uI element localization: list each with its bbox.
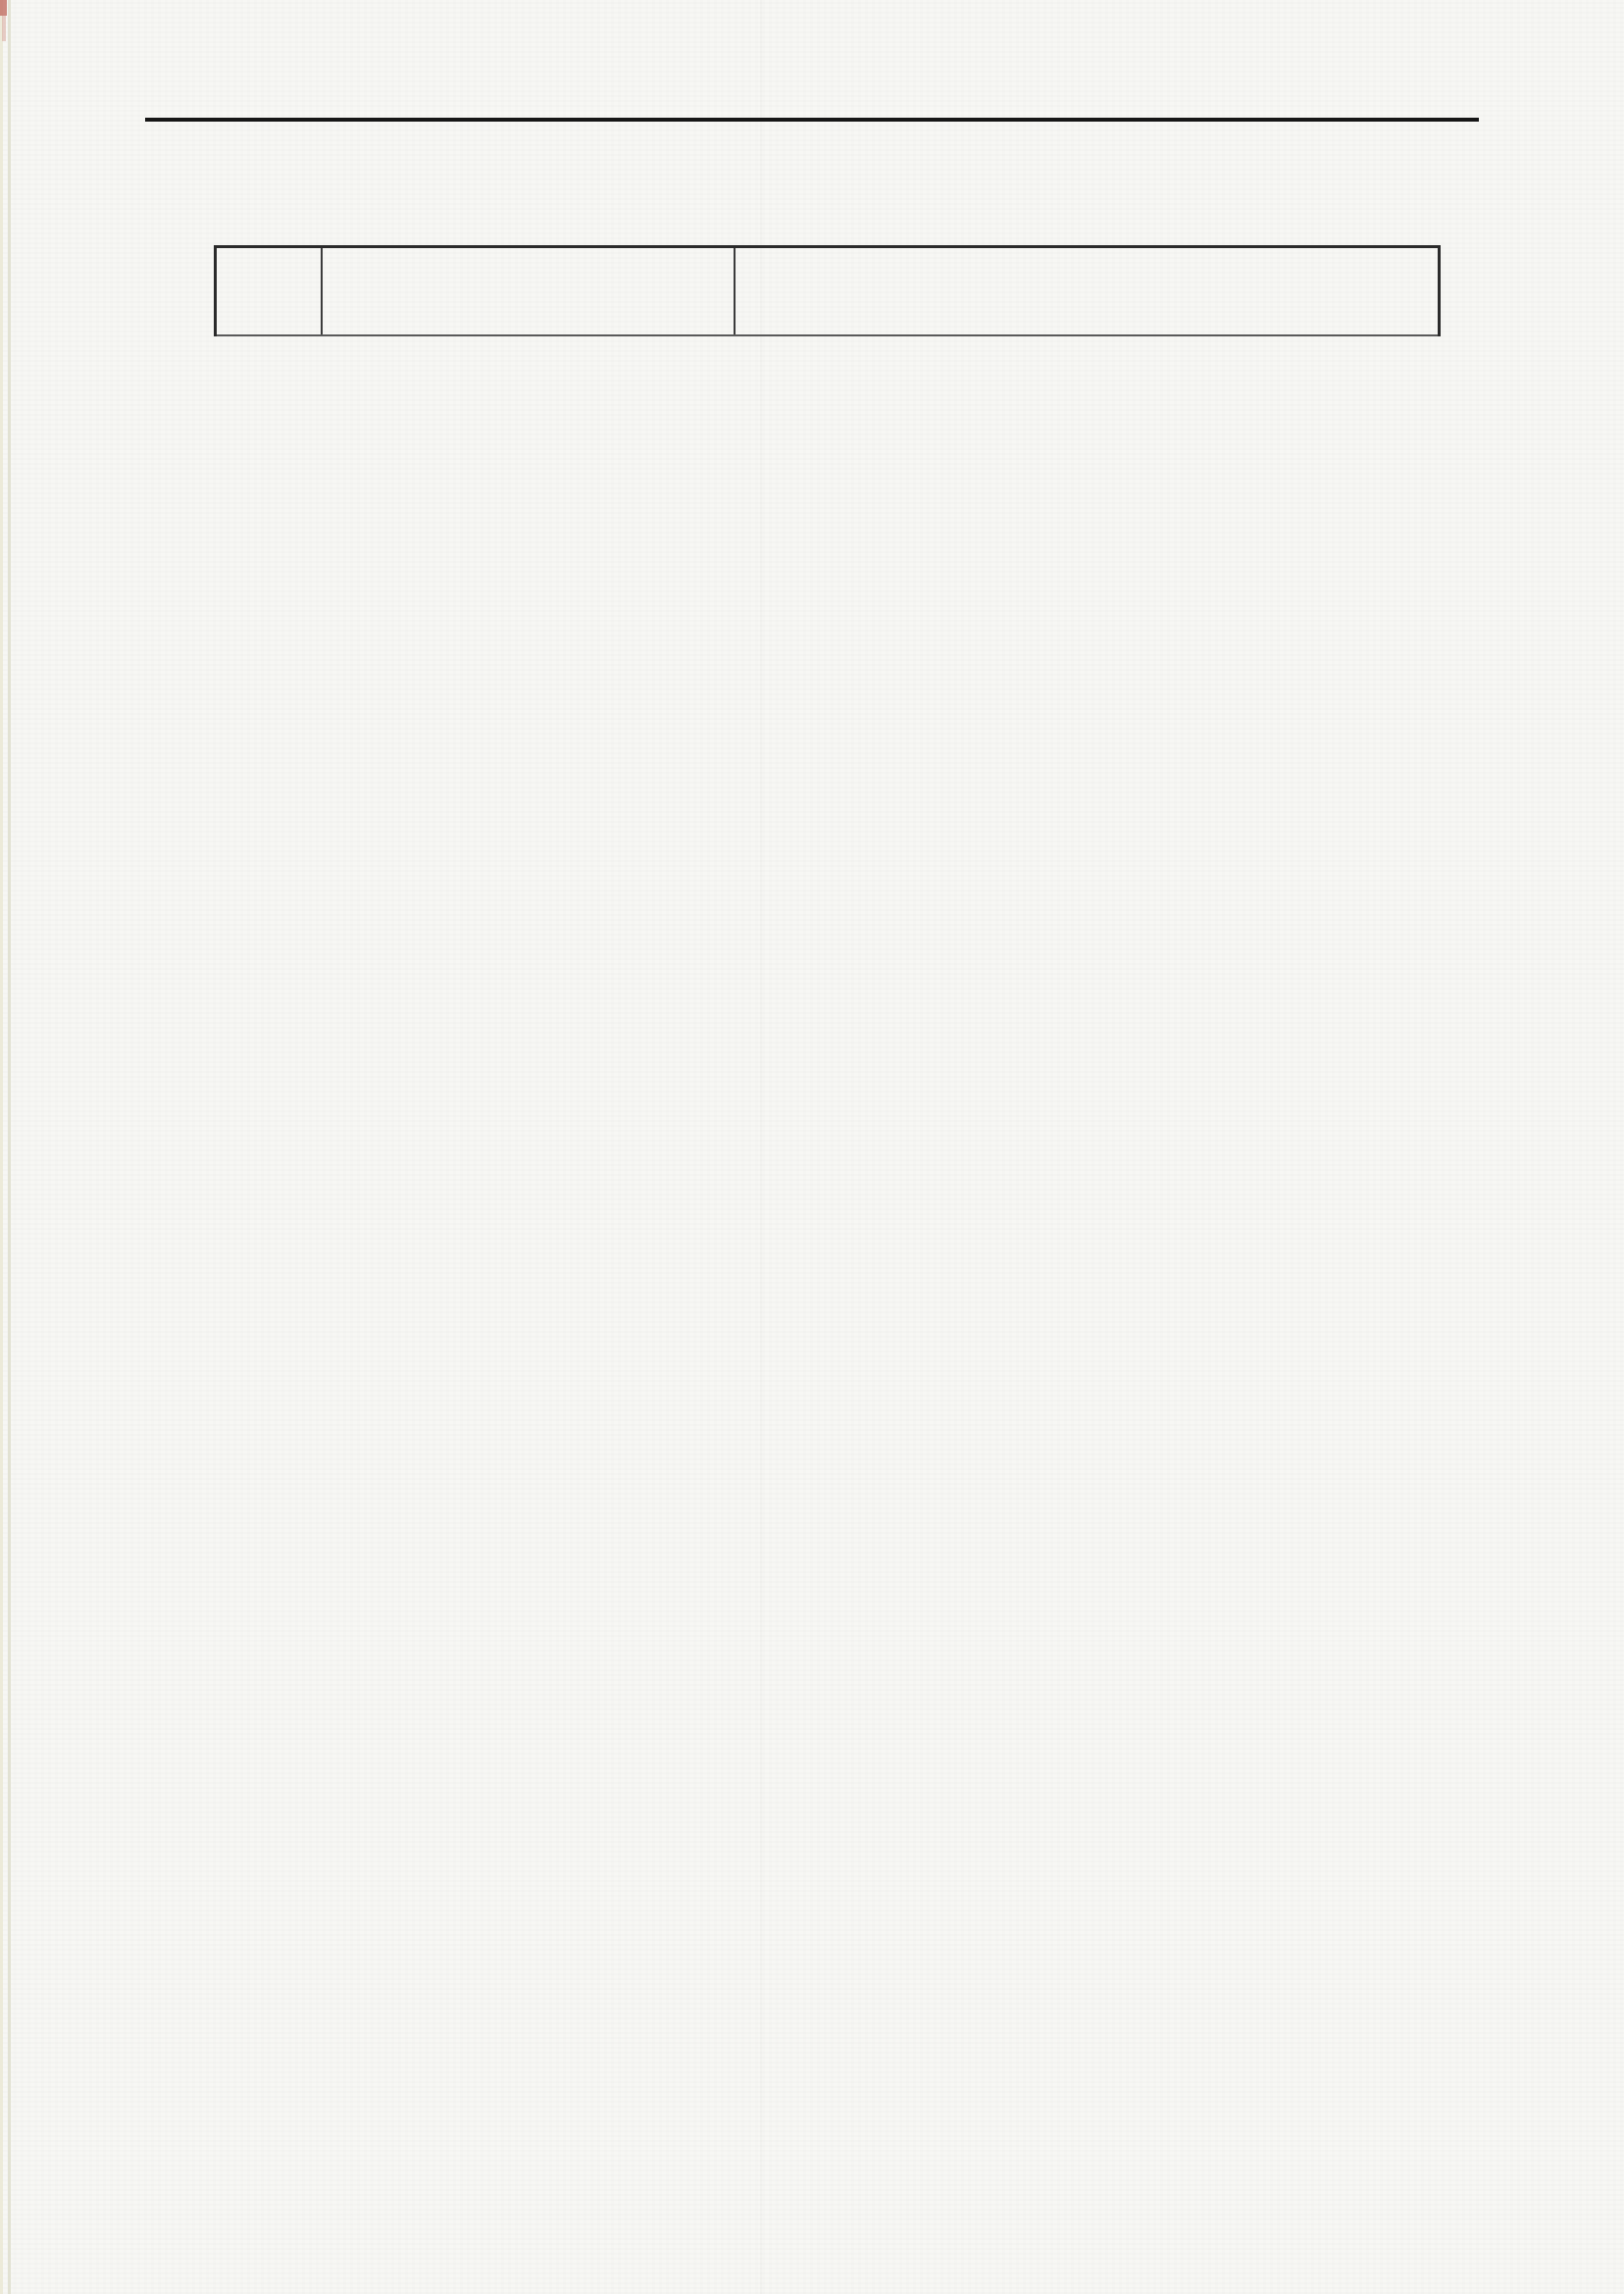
ingredients-table — [214, 245, 1441, 336]
column-header-stt — [216, 247, 322, 336]
column-header-inci — [735, 247, 1440, 336]
table-header-row — [216, 247, 1440, 336]
column-header-material — [322, 247, 735, 336]
bullet-list — [145, 155, 1479, 194]
page-left-edge-line — [8, 0, 11, 2294]
header-divider-rule — [145, 118, 1479, 122]
page-left-edge — [0, 0, 3, 2294]
red-ink-mark — [0, 0, 7, 16]
red-ink-mark-faint — [2, 16, 6, 41]
document-page — [145, 71, 1479, 336]
page-fold-line — [760, 0, 762, 2294]
